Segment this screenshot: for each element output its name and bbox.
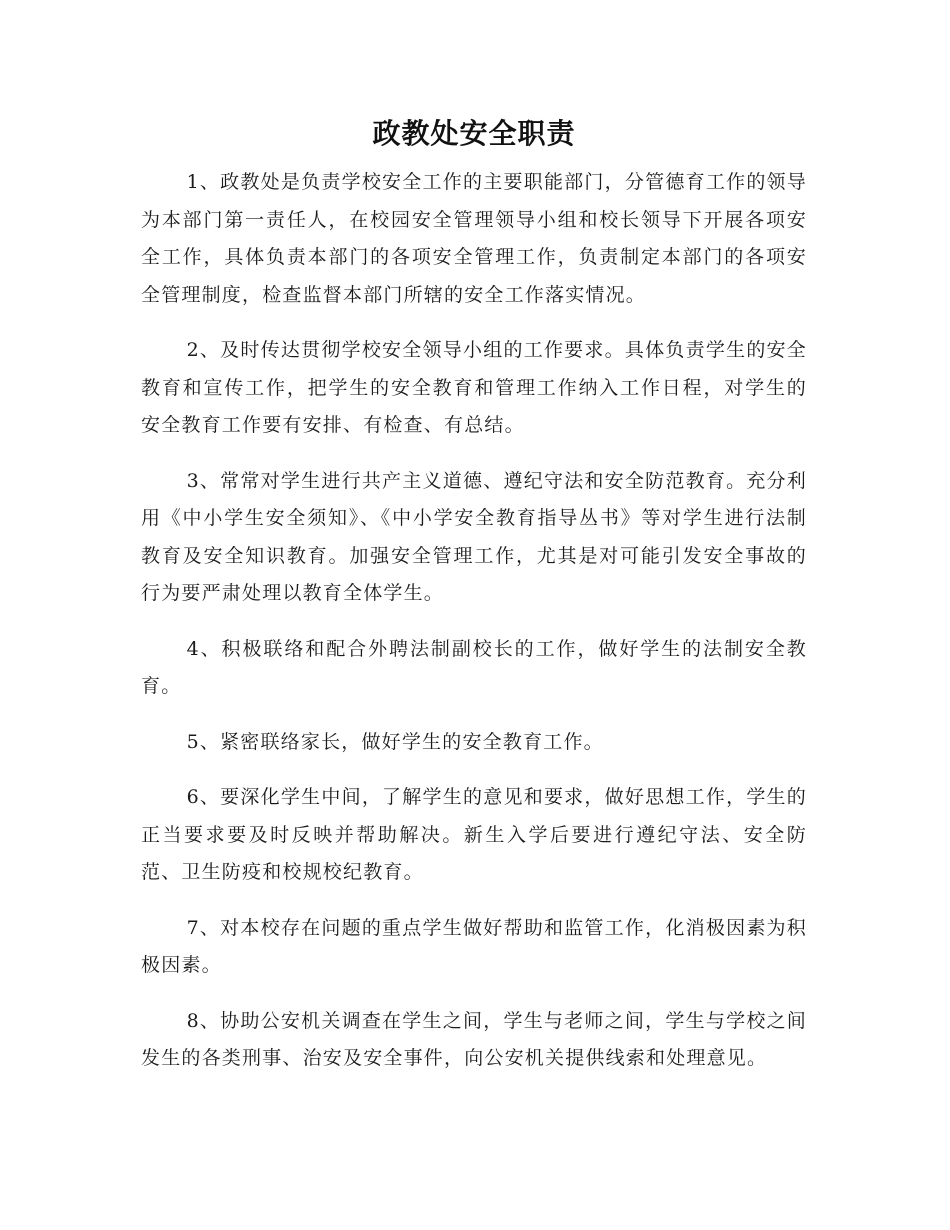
paragraph-4: 4、积极联络和配合外聘法制副校长的工作，做好学生的法制安全教育。 bbox=[141, 637, 807, 697]
paragraph-7: 7、对本校存在问题的重点学生做好帮助和监管工作，化消极因素为积极因素。 bbox=[141, 916, 807, 976]
paragraph-8: 8、协助公安机关调查在学生之间，学生与老师之间，学生与学校之间发生的各类刑事、治安及安全事件，向公安机关提供线索和处理意见。 bbox=[141, 1009, 807, 1069]
paragraph-6: 6、要深化学生中间，了解学生的意见和要求，做好思想工作，学生的正当要求要及时反映并帮助解决。新生入学后要进行遵纪守法、安全防范、卫生防疫和校规校纪教育。 bbox=[141, 786, 807, 883]
paragraph-5: 5、紧密联络家长，做好学生的安全教育工作。 bbox=[186, 730, 604, 753]
document-body bbox=[141, 164, 807, 1078]
document-title: 政教处安全职责 bbox=[372, 117, 576, 150]
paragraph-2: 2、及时传达贯彻学校安全领导小组的工作要求。具体负责学生的安全教育和宣传工作，把学生的安全教育和管理工作纳入工作日程，对学生的安全教育工作要有安排、有检查、有总结。 bbox=[141, 339, 807, 436]
paragraph-3: 3、常常对学生进行共产主义道德、遵纪守法和安全防范教育。充分利用《中小学生安全须知》、《中小学安全教育指导丛书》等对学生进行法制教育及安全知识教育。加强安全管理工作，尤其是对可能引发安全事故的行为要严肃处理以教育全体学生。 bbox=[141, 469, 807, 604]
paragraph-1: 1、政教处是负责学校安全工作的主要职能部门，分管德育工作的领导为本部门第一责任人，在校园安全管理领导小组和校长领导下开展各项安全工作，具体负责本部门的各项安全管理工作，负责制定本部门的各项安全管理制度，检查监督本部门所辖的安全工作落实情况。 bbox=[141, 171, 807, 306]
